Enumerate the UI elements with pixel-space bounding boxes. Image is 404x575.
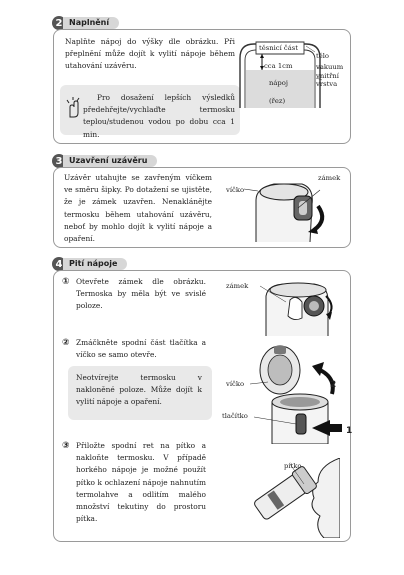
section-2-number: 2 (52, 16, 66, 30)
arrow-2-label: 2 (330, 380, 337, 390)
label-vacuum: vakuum (316, 63, 344, 71)
arrow-1-label: 1 (346, 426, 353, 436)
warning-text: Neotvírejte termosku v nakloněné poloze. Může dojít k vylití nápoje a opaření. (76, 373, 202, 407)
section-3-text: Uzávěr utahujte se zavřeným víčkem ve směru šipky. Po dotažení se ujistěte, že je zámek uzavřen. Nenaklánějte termosku během utahování uzávěru, neboť by mohlo dojít k vylití nápoje a opaření. (64, 173, 212, 244)
section-2-text: Naplňte nápoj do výšky dle obrázku. Při přeplnění může dojít k vylití nápoje během utahování uzávěru. (65, 37, 235, 71)
label-level: cca 1cm (264, 62, 293, 70)
step-1-marker: ① (62, 277, 70, 287)
label-inner-2: vrstva (316, 80, 338, 88)
label-body: tělo (316, 52, 330, 60)
step-3-text: Přiložte spodní ret na pítko a nakloňte termosku. V případě horkého nápoje je možné použít pítko k ochlazení nápoje nahnutím termolahve a odlitím malého množství tekutiny do prostoru pítka. (76, 441, 206, 524)
section-2-title: Naplnění (63, 17, 119, 29)
hand-tip-icon (64, 97, 82, 119)
label-lock: zámek (318, 174, 341, 182)
step-1-text: Otevřete zámek dle obrázku. Termoska by měla být ve svislé poloze. (76, 277, 206, 311)
label-seal: těsnicí část (259, 44, 299, 52)
open-lid-illustration (250, 340, 346, 444)
step-3-marker: ③ (62, 441, 70, 451)
section-4-title: Pití nápoje (63, 258, 127, 270)
label-button: tlačítko (222, 412, 248, 420)
label-drink: nápoj (269, 79, 288, 87)
label-lid: víčko (226, 186, 245, 194)
label-lock-2: zámek (226, 282, 249, 290)
figure-caption: (řez) (269, 97, 286, 105)
section-3-title: Uzavření uzávěru (63, 155, 157, 167)
section-4-number: 4 (52, 257, 66, 271)
step-2-marker: ② (62, 338, 70, 348)
step-2-text: Zmáčkněte spodní část tlačítka a víčko se samo otevře. (76, 338, 206, 360)
section-2-tip: Pro dosažení lepších výsledků předehřejte/vychlaďte termosku teplou/studenou vodou po dobu cca 1 min. (83, 93, 235, 139)
label-spout: pítko (284, 462, 302, 470)
unlock-illustration (256, 276, 340, 336)
section-3-number: 3 (52, 154, 66, 168)
drinking-illustration (244, 458, 340, 538)
label-lid-2: víčko (226, 380, 245, 388)
label-inner-1: vnitřní (316, 72, 339, 80)
